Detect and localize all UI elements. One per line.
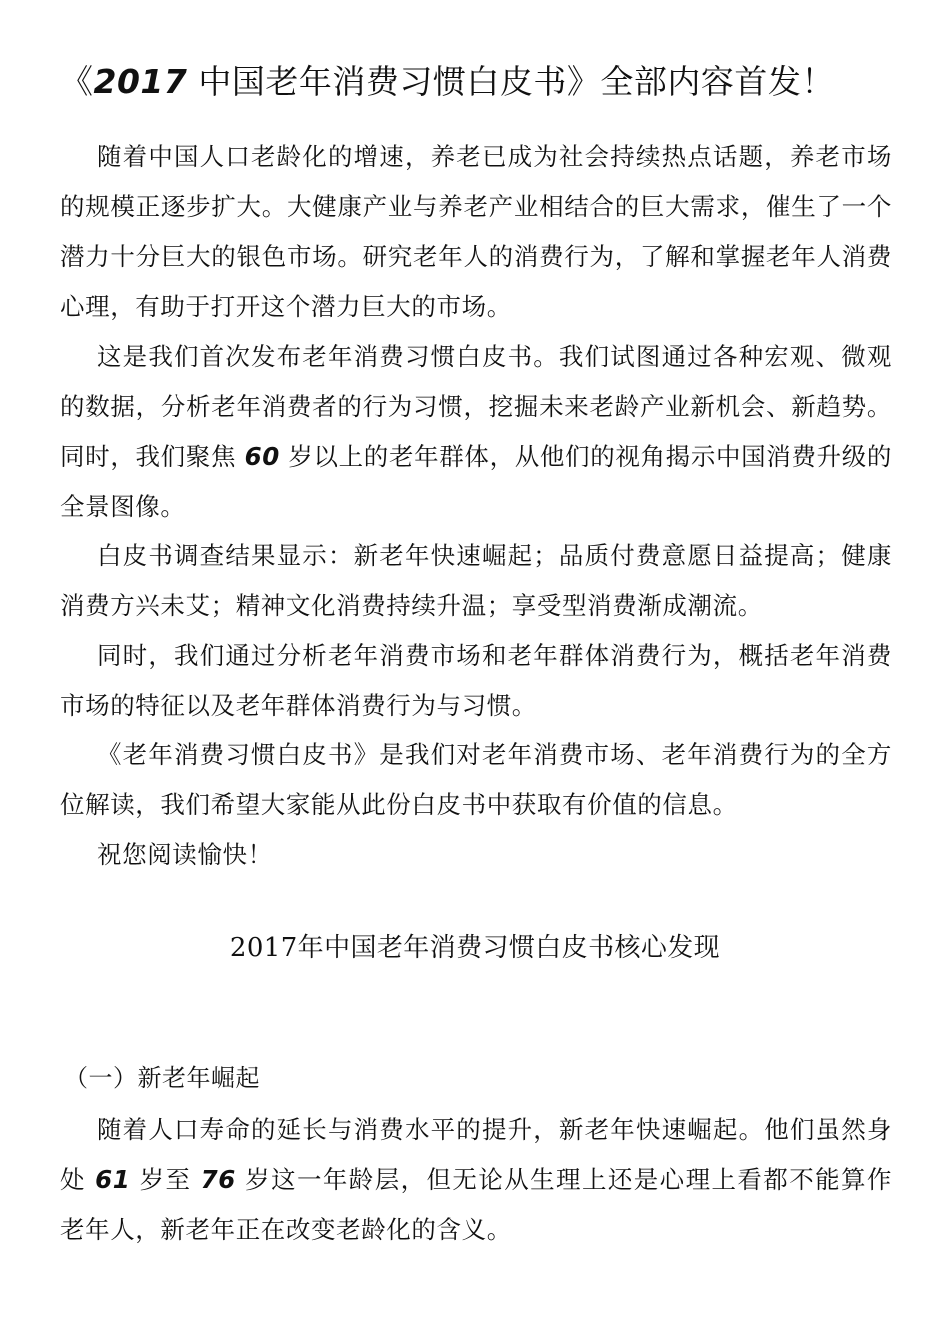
age-61-number: 61: [95, 1165, 131, 1194]
body-paragraph-1-text-c: 岁这一年龄层，但无论从生理上还是心理上看都不能算作老年人，新老年正在改变老龄化的含义。: [60, 1165, 893, 1244]
body-paragraph-1-text-b: 岁至: [139, 1165, 192, 1194]
intro-paragraph-5: 《老年消费习惯白皮书》是我们对老年消费市场、老年消费行为的全方位解读，我们希望大家能从此份白皮书中获取有价值的信息。: [60, 740, 892, 819]
intro-paragraph-2-text-b: 岁以上的老年群体，从他们的视角揭示中国消费升级的全景图像。: [60, 442, 893, 521]
intro-paragraph-3: 白皮书调查结果显示：新老年快速崛起；品质付费意愿日益提高；健康消费方兴未艾；精神文化消费持续升温；享受型消费渐成潮流。: [60, 541, 892, 620]
document-title: [60, 54, 900, 110]
title-rest: 中国老年消费习惯白皮书》全部内容首发！: [198, 62, 835, 101]
section-heading: 2017年中国老年消费习惯白皮书核心发现: [229, 933, 721, 963]
body-paragraph-1-text-a: 随着人口寿命的延长与消费水平的提升，新老年快速崛起。他们虽然身处: [60, 1115, 892, 1194]
intro-paragraph-1: 随着中国人口老龄化的增速，养老已成为社会持续热点话题，养老市场的规模正逐步扩大。大健康产业与养老产业相结合的巨大需求，催生了一个潜力十分巨大的银色市场。研究老年人的消费行为，了解和掌握老年人消费心理，有助于打开这个潜力巨大的市场。: [60, 142, 892, 321]
title-prefix: 《: [60, 62, 94, 101]
sub-heading: （一）新老年崛起: [64, 1064, 260, 1092]
title-year: 2017: [93, 62, 188, 101]
intro-paragraph-2: [60, 332, 892, 532]
intro-paragraph-4: 同时，我们通过分析老年消费市场和老年群体消费行为，概括老年消费市场的特征以及老年群体消费行为与习惯。: [60, 641, 892, 720]
intro-paragraph-2-text-a: 这是我们首次发布老年消费习惯白皮书。我们试图通过各种宏观、微观的数据，分析老年消费者的行为习惯，挖掘未来老龄产业新机会、新趋势。同时，我们聚焦: [60, 342, 892, 471]
body-paragraph-1: [60, 1105, 892, 1255]
age-60-number: 60: [244, 442, 280, 471]
closing-greeting: 祝您阅读愉快！: [97, 840, 273, 869]
age-76-number: 76: [200, 1165, 236, 1194]
